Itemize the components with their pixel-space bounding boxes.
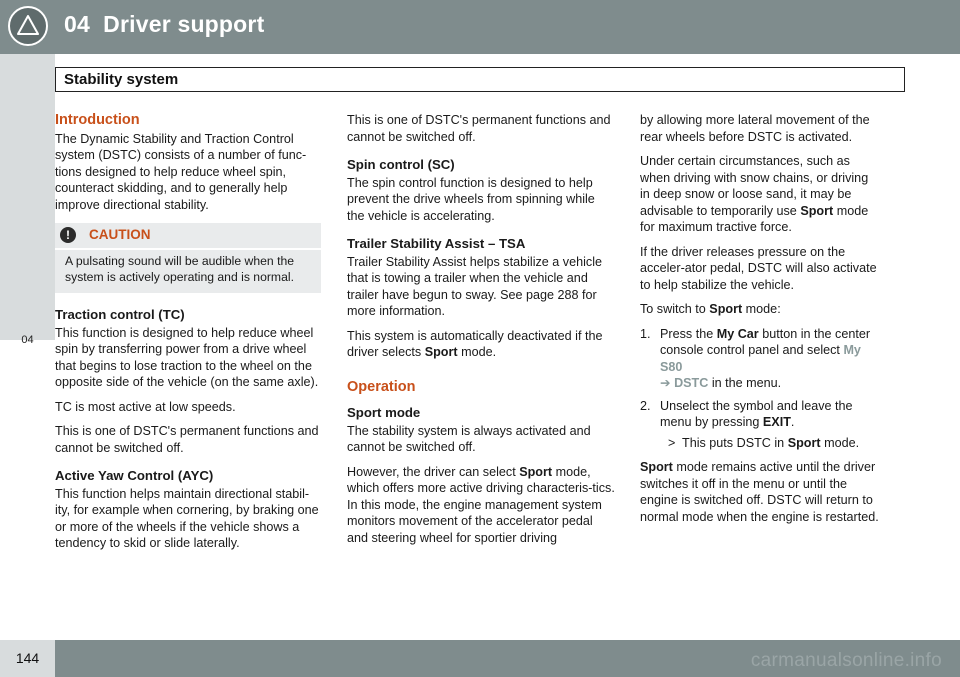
introduction-heading: Introduction	[55, 112, 140, 128]
text-run: button in the center console control panel and select	[660, 326, 871, 357]
step-number: 1.	[640, 326, 651, 341]
section-title: Stability system	[64, 71, 179, 88]
side-chapter-tab	[0, 54, 55, 346]
trailer-stability-heading: Trailer Stability Assist – TSA	[347, 236, 526, 251]
spin-control-heading: Spin control (SC)	[347, 157, 455, 172]
warning-triangle-icon	[8, 6, 48, 46]
operation-heading: Operation	[347, 378, 416, 395]
sport-label: Sport	[640, 460, 673, 474]
sport-remains-active-text	[640, 459, 880, 525]
step-text	[660, 398, 880, 452]
result-text	[682, 435, 859, 452]
section-bar	[55, 67, 905, 92]
sport-label: Sport	[519, 464, 553, 479]
caution-header	[55, 223, 321, 250]
text-run: mode remains active until the driver switches it off in the menu or until the engine is switched off. DSTC will return to normal mode when the engine is restarted.	[640, 460, 879, 524]
sport-mode-text: The stability system is always activated and cannot be switched off.	[347, 423, 591, 454]
sport-label: Sport	[709, 302, 743, 316]
sport-mode-select-text	[347, 464, 615, 547]
active-yaw-control-text: This function helps maintain directional stabil-ity, for example when cornering, by braking one or more of the wheels if the vehicle shows a tendency to skid or slide laterally.	[55, 486, 319, 550]
step-text	[660, 326, 880, 392]
watermark: carmanualsonline.info	[750, 650, 942, 671]
exit-button-label: EXIT	[762, 415, 791, 429]
list-item	[640, 398, 880, 452]
chapter-number: 04	[64, 11, 90, 37]
footer-page-tab	[0, 640, 55, 677]
text-run: in the menu.	[708, 376, 782, 390]
text-run: mode.	[820, 435, 860, 450]
exclamation-icon: !	[60, 227, 76, 243]
arrow-right-icon: ➔	[660, 376, 671, 390]
text-run: This system is automatically deactivated if the driver selects	[347, 328, 603, 359]
trailer-stability-text: Trailer Stability Assist helps stabilize a vehicle that is towing a trailer when the vehicle and trailer have begun to sway. See page 288 for more information.	[347, 254, 603, 318]
side-tab-label: 04	[21, 334, 34, 346]
chapter-header	[0, 0, 960, 54]
column-3	[640, 112, 880, 533]
spin-control-text: The spin control function is designed to help prevent the drive wheels from spinning while the vehicle is accelerating.	[347, 175, 595, 223]
text-run: Press the	[660, 326, 717, 341]
sport-mode-heading: Sport mode	[347, 405, 421, 420]
steps-list	[640, 326, 880, 452]
switch-to-sport-intro	[640, 301, 880, 318]
text-run: mode, which offers more active driving characteris-tics. In this mode, the engine management system monitors movement of the accelerator pedal and steering wheel for sportier driving	[347, 464, 615, 545]
introduction-text: The Dynamic Stability and Traction Control system (DSTC) consists of a number of func-tions designed to help reduce wheel spin, counteract skidding, and to generally help improve directional stability.	[55, 131, 307, 212]
trailer-stability-deactivation-text	[347, 328, 615, 361]
text-run: To switch to	[640, 302, 710, 316]
step-number: 2.	[640, 398, 651, 413]
text-run: This puts DSTC in	[682, 435, 788, 450]
column-2	[347, 112, 615, 554]
chapter-name: Driver support	[103, 11, 265, 37]
traction-control-text: This function is designed to help reduce wheel spin by transferring power from a drive wheel that begins to lose traction to the wheel on the opposite side of the vehicle (on the same axle).	[55, 325, 319, 389]
sport-advisable-text	[640, 153, 880, 236]
text-run: .	[790, 415, 795, 429]
caution-box	[55, 223, 321, 293]
sport-label: Sport	[787, 435, 821, 450]
chapter-title	[64, 11, 264, 38]
page-footer	[0, 640, 960, 677]
sport-label: Sport	[800, 203, 834, 218]
text-run: Unselect the symbol and leave the menu by pressing	[660, 398, 853, 429]
accelerator-release-text: If the driver releases pressure on the acceler-ator pedal, DSTC will also activate to help stabilize the vehicle.	[640, 244, 877, 292]
active-yaw-control-heading: Active Yaw Control (AYC)	[55, 468, 214, 483]
result-marker: >	[668, 435, 676, 450]
step-result	[668, 435, 880, 452]
my-car-button-label: My Car	[716, 326, 759, 341]
column-1	[55, 112, 321, 560]
page-number: 144	[15, 650, 40, 666]
menu-ref-dstc: DSTC	[674, 376, 709, 390]
caution-title: CAUTION	[89, 227, 151, 242]
caution-text: A pulsating sound will be audible when the system is actively operating and is normal.	[65, 254, 295, 284]
list-item	[640, 326, 880, 392]
text-run: mode for maximum tractive force.	[640, 203, 869, 234]
menu-ref-my-s80: My S80	[660, 343, 861, 374]
sport-label: Sport	[424, 345, 458, 359]
text-run: However, the driver can select	[347, 464, 520, 479]
text-run: Under certain circumstances, such as when driving with snow chains, or driving in deep snow or loose sand, it may be advisable to temporarily use	[640, 154, 869, 218]
ayc-continuation-text: This is one of DSTC's permanent functions and cannot be switched off.	[347, 113, 611, 144]
text-run: mode:	[742, 302, 781, 316]
traction-control-speed-text: TC is most active at low speeds.	[55, 399, 236, 414]
text-run: mode.	[457, 345, 497, 359]
traction-control-permanent-text: This is one of DSTC's permanent functions and cannot be switched off.	[55, 424, 319, 455]
sport-continuation-text: by allowing more lateral movement of the rear wheels before DSTC is activated.	[640, 113, 870, 144]
traction-control-heading: Traction control (TC)	[55, 307, 185, 322]
